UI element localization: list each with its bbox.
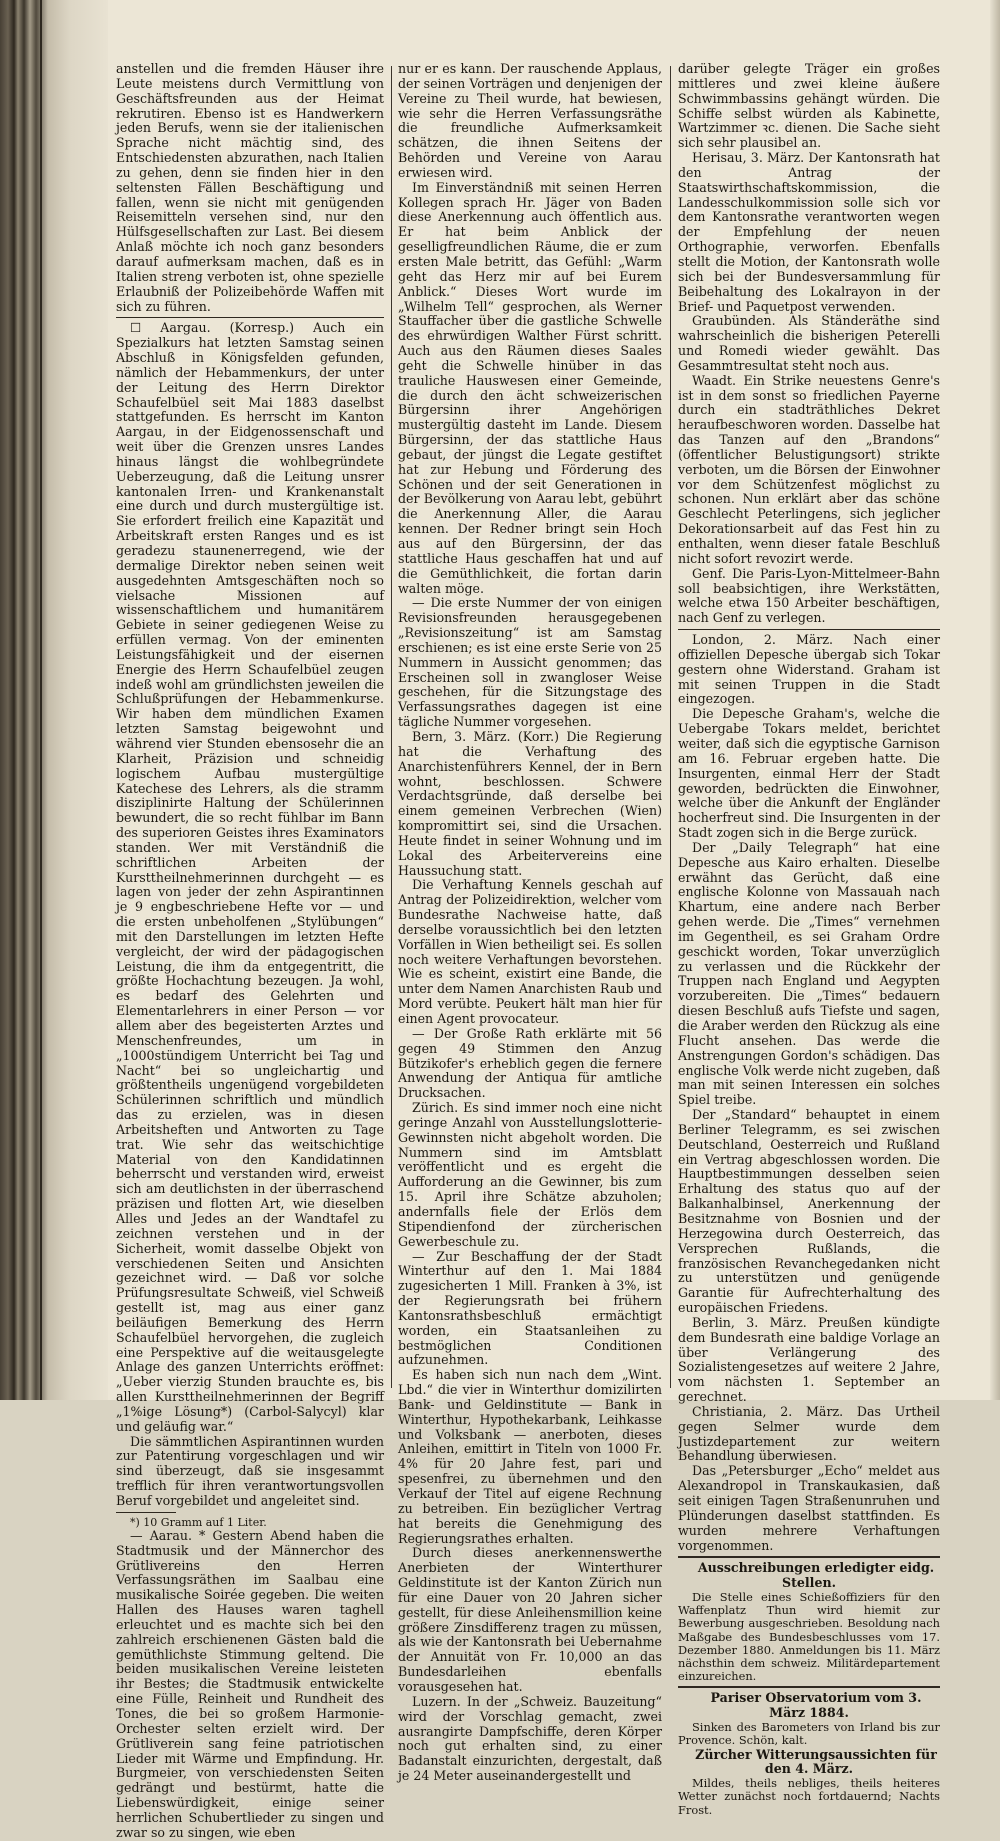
article-standard-treaty: Der „Standard“ behauptet in einem Berliner Telegramm, es sei zwischen Deutschland, Oesterreich und Rußland ein Vertrag abgeschlossen worden. Die Hauptbestimmungen desselben seien Erhaltung des status quo auf der Balkanhalbinsel, Anerkennung der Besitznahme von Bosnien und der Herzegowina durch Oesterreich, das Versprechen Rußlands, die französischen Revanchegedanken nicht zu unterstützen und genügende Garantie für Aufrechterhaltung des europäischen Friedens. <box>678 1107 940 1316</box>
article-bern-antiqua: — Der Große Rath erklärte mit 56 gegen 49 Stimmen den Anzug Bützikofer's erheblich gegen die fernere Anwendung der Antiqua für amtliche Drucksachen. <box>398 1025 662 1101</box>
article-luzern-badanstalt: Luzern. In der „Schweiz. Bauzeitung“ wird der Vorschlag gemacht, zwei ausrangirte Dampfschiffe, deren Körper noch gut erhalten sind, zu einer Badanstalt einzurichten, dergestalt, daß je 24 Meter auseinandergestellt und <box>398 1693 662 1784</box>
column-rule-left <box>391 66 392 1388</box>
article-aargau-hebammenkurs: ☐ Aargau. (Korresp.) Auch ein Spezialkurs hat letzten Samstag seinen Abschluß in Königsfelden gefunden, nämlich der Hebammenkurs, der unter der Leitung des Herrn Direktor Schaufelbüel seit Mai 1883 daselbst stattgefunden. Es herrscht im Kanton Aargau, in der Eidgenossenschaft und weit über die Grenzen unsres Landes hinaus längst die wohlbegründete Ueberzeugung, daß die Leitung unsrer kantonalen Irren- und Krankenanstalt eine durch und durch mustergültige ist. Sie erfordert freilich eine Kapazität und Arbeitskraft ersten Ranges und es ist geradezu staunenerregend, wie der dermalige Direktor neben seinen weit ausgedehnten Amtsgeschäften noch so vielsache Missionen auf wissenschaftlichem und humanitärem Gebiete in seiner gediegenen Weise zu erfüllen vermag. Von der eminenten Leistungsfähigkeit und der eisernen Energie des Herrn Schaufelbüel zeugen indeß wohl am gründlichsten jeweilen die Schlußprüfungen der Hebammenkurse. Wir haben dem mündlichen Examen letzten Samstag beigewohnt und während vier Stunden ebensosehr die an Klarheit, Präzision und schneidig logischem Aufbau mustergültige Katechese des Lehrers, als die stramm disziplinirte Haltung der Schülerinnen bewundert, die so recht fühlbar im Bann des superioren Geistes ihres Examinators standen. Wer mit Verständniß die schriftlichen Arbeiten der Kursttheilnehmerinnen durchgeht — es lagen von jeder der zehn Aspirantinnen je 9 engbeschriebene Hefte vor — und die ersten unbeholfenen „Stylübungen“ mit den Darstellungen im letzten Hefte vergleicht, der wird der pädagogischen Leistung, die ihm da entgegentritt, die größte Hochachtung bezeugen. Ja wohl, es bedarf des Gelehrten und Elementarlehrers in einer Person — vor allem aber des begeisterten Arztes und Menschenfreundes, um in „1000stündigem Unterricht bei Tag und Nacht“ bei so ungleichartig und größtentheils ungenügend vorgebildeten Schülerinnen schriftlich und mündlich das zu erzielen, was in diesen Arbeitsheften und Antworten zu Tage trat. Wie sehr das weitschichtige Material von den Kandidatinnen beherrscht und verstanden wird, erweist sich am deutlichsten in der überraschend präzisen und flotten Art, wie dieselben Alles und Jedes an der Wandtafel zu zeichnen verstehen und in der Sicherheit, womit dasselbe Objekt von verschiedenen Seiten und Ansichten gezeichnet wird. — Daß vor solche Prüfungsresultate Schweiß, viel Schweiß gestellt ist, mag aus einer ganz beiläufigen Bemerkung des Herrn Schaufelbüel hervorgehen, die zugleich eine Perspektive auf die weitausgelegte Anlage des ganzen Unterrichts eröffnet: „Ueber vierzig Stunden brauchte es, bis allen Kursttheilnehmerinnen der Begriff „1%ige Lösung*) (Carbol-Salycyl) klar und geläufig war.“ <box>116 320 384 1434</box>
footnote: *) 10 Gramm auf 1 Liter. <box>130 1515 267 1529</box>
article-daily-telegraph: Der „Daily Telegraph“ hat eine Depesche aus Kairo erhalten. Dieselbe erwähnt das Gerücht, daß eine englische Kolonne von Massauah nach Khartum, eine andere nach Berber gehen werde. Die „Times“ vernehmen im Gegentheil, es sei Graham Ordre geschickt worden, Tokar unverzüglich zu verlassen und die Rückkehr der Truppen nach England und Aegypten vorzubereiten. Die „Times“ bedauern diesen Beschluß aufs Tiefste und sagen, die Araber werden den Rückzug als eine Flucht ansehen. Das werde die Anstrengungen Gordon's schädigen. Das englische Volk werde nicht zugeben, daß man mit seinen Interessen ein solches Spiel treibe. <box>678 839 940 1108</box>
article-luzern-cont: darüber gelegte Träger ein großes mittleres und zwei kleine äußere Schwimmbassins gehängt würden. Die Schiffe selbst würden als Kabinette, Wartzimmer ꝛc. dienen. Die Sache sieht sich sehr plausibel an. <box>678 61 940 151</box>
notice-stellen-text: Die Stelle eines Schießoffiziers für den Waffenplatz Thun wird hiemit zur Bewerbung ausgeschrieben. Besoldung nach Maßgabe des Bundesbeschlusses vom 17. Dezember 1880. Anmeldungen bis 11. März nächsthin dem schweiz. Militärdepartement einzureichen. <box>678 1590 940 1684</box>
article-aarau-speech: Im Einverständniß mit seinen Herren Kollegen sprach Hr. Jäger von Baden diese Anerkennung auch öffentlich aus. Er hat beim Anblick der geselligfreundlichen Räume, die er zum ersten Male betritt, das Gefühl: „Warm geht das Herz mir auf bei Eurem Anblick.“ Dieses Wort wurde im „Wilhelm Tell“ gesprochen, als Werner Stauffacher über die gastliche Schwelle des ehrwürdigen Walther Fürst schritt. Auch aus den Räumen dieses Saales geht die Schwelle hinüber in das trauliche Hauswesen einer Gemeinde, die durch den ächt schweizerischen Bürgersinn ihrer Angehörigen mustergültig dasteht im Lande. Diesem Bürgersinn, der das stattliche Haus gebaut, der jüngst die Legate gestiftet hat zur Hebung und Förderung des Schönen und der seit Generationen in der Bevölkerung von Aarau lebt, gebührt die Anerkennung Aller, die Aarau kennen. Der Redner bringt sein Hoch aus auf den Bürgersinn, der das stattliche Haus geschaffen hat und auf die Gemüthlichkeit, die fortan darin walten möge. <box>398 179 662 596</box>
weather-zuerich-text: Mildes, theils nebliges, theils heiteres Wetter zunächst noch fortdauernd; Nachts Frost. <box>678 1776 940 1817</box>
article-aarau-soiree: — Aarau. * Gestern Abend haben die Stadtmusik und der Männerchor des Grütlivereins den Herren Verfassungsräthen im Saalbau eine musikalische Soirée gegeben. Die weiten Hallen des Hauses waren taghell erleuchtet und es machte sich bei den zahlreich erschienenen Gästen bald die gemüthlichste Stimmung geltend. Die beiden musikalischen Vereine leisteten ihr Bestes; die Stadtmusik entwickelte eine Fülle, Reinheit und Rundheit des Tones, die bei so großem Harmonie-Orchester selten erzielt wird. Der Grütliverein sang feine patriotischen Lieder mit Wärme und Empfindung. Hr. Burgmeier, von verschiedensten Seiten gedrängt und bestürmt, hatte die Liebenswürdigkeit, einige seiner herrlichen Schubertlieder zu singen und zwar so zu singen, wie eben <box>116 1527 384 1840</box>
weather-heading-paris: Pariser Observatorium vom 3. März 1884. <box>710 1690 922 1721</box>
notice-heading-stellen: Ausschreibungen erledigter eidg. Stellen. <box>697 1560 935 1591</box>
article-herisau: Herisau, 3. März. Der Kantonsrath hat den Antrag der Staatswirthschaftskommission, die Landesschulkommission solle sich vor dem Kantonsrathe verantworten wegen der Empfehlung der neuen Orthographie, verworfen. Ebenfalls stellt die Motion, der Kantonsrath wolle sich bei der Bundesversammlung für Beibehaltung des Lokalrayon in der Brief- und Paquetpost verwenden. <box>678 150 940 314</box>
column-right <box>678 61 940 1817</box>
article-bern-kennel: Bern, 3. März. (Korr.) Die Regierung hat die Verhaftung des Anarchistenführers Kennel, der in Bern wohnt, beschlossen. Schwere Verdachtsgründe, daß derselbe bei einem gemeinen Verbrechen (Wien) kompromittirt sei, sind die Ursachen. Heute findet in seiner Wohnung und im Lokal des Arbeitervereins eine Haussuchung statt. <box>398 728 662 878</box>
article-waadt-strike: Waadt. Ein Strike neuestens Genre's ist in dem sonst so friedlichen Payerne durch ein stadträthliches Dekret heraufbeschworen worden. Dasselbe hat das Tanzen auf den „Brandons“ (öffentlicher Belustigungsort) strikte verboten, um die Börsen der Einwohner vor dem Schützenfest möglichst zu schonen. Nun erklärt aber das schöne Geschlecht Peterlingens, sich jeglicher Dekorationsarbeit auf das Fest hin zu enthalten, wenn dieser fatale Beschluß nicht sofort revozirt werde. <box>678 372 940 566</box>
article-graubuenden: Graubünden. Als Ständeräthe sind wahrscheinlich die bisherigen Peterelli und Romedi wieder gewählt. Das Gesammtresultat steht noch aus. <box>678 313 940 373</box>
article-winterthur-cont: Durch dieses anerkennenswerthe Anerbieten der Winterthurer Geldinstitute ist der Kanton Zürich nun für eine Dauer von 20 Jahren sicher gestellt, für diese Anleihensmillion keine größere Zinsdifferenz tragen zu müssen, als wie der Kantonsrath bei Uebernahme der Annuität von Fr. 10,000 an das Bundesdarleihen ebenfalls vorausgesehen hat. <box>398 1545 662 1694</box>
notice-divider <box>678 1556 940 1558</box>
footnote-divider <box>116 1512 176 1513</box>
article-winterthur-banks: Es haben sich nun nach dem „Wint. Lbd.“ die vier in Winterthur domizilirten Bank- und Geldinstitute — Bank in Winterthur, Hypothekarbank, Leihkasse und Volksbank — anerboten, dieses Anleihen, emittirt in Titeln von 1000 Fr. 4% für 20 Jahre fest, pari und spesenfrei, zu übernehmen und den Verkauf der Titel auf eigene Rechnung zu betreiben. Ein bezüglicher Vertrag hat bereits die Genehmigung des Regierungsrathes erhalten. <box>398 1367 662 1546</box>
article-aarau-soiree-cont: nur er es kann. Der rauschende Applaus, der seinen Vorträgen und denjenigen der Vereine zu Theil wurde, hat bewiesen, wie sehr die Herren Verfassungsräthe die freundliche Aufmerksamkeit schätzen, die ihnen Seitens der Behörden und Vereine von Aarau erwiesen wird. <box>398 61 662 180</box>
article-genf: Genf. Die Paris-Lyon-Mittelmeer-Bahn soll beabsichtigen, ihre Werkstätten, welche etwa 150 Arbeiter beschäftigen, nach Genf zu verlegen. <box>678 565 940 626</box>
article-italy-workers: anstellen und die fremden Häuser ihre Leute meistens durch Vermittlung von Geschäftsfreunden aus der Heimat rekrutiren. Ebenso ist es Handwerkern jeden Berufs, wenn sie der italienischen Sprache nicht mächtig sind, des Entschiedensten abzurathen, nach Italien zu gehen, denn sie finden hier in den seltensten Fällen Beschäftigung und fallen, wenn sie nicht mit genügenden Reisemitteln versehen sind, nur den Hülfsgesellschaften zur Last. Bei diesem Anlaß möchte ich noch ganz besonders darauf aufmerksam machen, daß es in Italien streng verboten ist, ohne spezielle Erlaubniß der Polizeibehörde Waffen mit sich zu führen. <box>116 61 384 314</box>
column-left <box>116 61 384 1840</box>
article-berlin: Berlin, 3. März. Preußen kündigte dem Bundesrath eine baldige Vorlage an über Verlängerung des Sozialistengesetzes auf weitere 2 Jahre, vom nächsten 1. September an gerechnet. <box>678 1314 940 1405</box>
article-revisionszeitung: — Die erste Nummer der von einigen Revisionsfreunden herausgegebenen „Revisionszeitung“ ist am Samstag erschienen; es ist eine erste Serie von 25 Nummern in Aussicht genommen; das Erscheinen soll in zwangloser Weise geschehen, für die Sitzungstage des Verfassungsrathes dagegen ist eine tägliche Nummer vorgesehen. <box>398 595 662 730</box>
weather-paris-text: Sinken des Barometers von Irland bis zur Provence. Schön, kalt. <box>678 1720 940 1748</box>
section-divider-foreign <box>678 629 940 630</box>
weather-heading-zuerich: Zürcher Witterungsaussichten für den 4. März. <box>695 1746 937 1777</box>
article-bern-kennel-cont: Die Verhaftung Kennels geschah auf Antrag der Polizeidirektion, welcher vom Bundesrathe Nachweise hatte, daß derselbe voraussichtlich bei den letzten Vorfällen in Wien betheiligt sei. Es sollen noch weitere Verhaftungen bevorstehen. Wie es scheint, existirt eine Bande, die unter dem Namen Anarchisten Raub und Mord verübte. Peukert hält man hier für einen Agent provocateur. <box>398 877 662 1026</box>
article-christiania: Christiania, 2. März. Das Urtheil gegen Selmer wurde dem Justizdepartement zur weitern Behandlung überwiesen. <box>678 1403 940 1464</box>
column-rule-right <box>670 66 671 1388</box>
article-zuerich-lotterie: Zürich. Es sind immer noch eine nicht geringe Anzahl von Ausstellungslotterie-Gewinnsten nicht abgeholt worden. Die Nummern sind im Amtsblatt veröffentlicht und es ergeht die Aufforderung an die Gewinner, bis zum 15. April ihre Schätze abzuholen; andernfalls fiele der Erlös dem Stipendienfond der zürcherischen Gewerbeschule zu. <box>398 1100 662 1249</box>
page-right-edge <box>990 0 1000 1400</box>
article-divider <box>116 317 384 318</box>
article-london-graham: Die Depesche Graham's, welche die Uebergabe Tokars meldet, berichtet weiter, daß sich die egyptische Garnison am 16. Februar ergeben hatte. Die Insurgenten, einmal Herr der Stadt geworden, bedrückten die Einwohner, welche über die Ankunft der Engländer hocherfreut sind. Die Insurgenten in der Stadt zogen sich in die Berge zurück. <box>678 706 940 841</box>
column-middle <box>398 61 662 1784</box>
article-petersburg-echo: Das „Petersburger „Echo“ meldet aus Alexandropol in Transkaukasien, daß seit einigen Tagen Straßenunruhen und Plünderungen daselbst stattfinden. Es wurden mehrere Verhaftungen vorgenommen. <box>678 1463 940 1553</box>
book-binding-edge <box>0 0 108 1400</box>
article-aargau-aspirantinnen: Die sämmtlichen Aspirantinnen wurden zur Patentirung vorgeschlagen und wir sind überzeugt, daß sie insgesammt trefflich für ihren verantwortungsvollen Beruf vorgebildet und angeleitet sind. <box>116 1433 384 1508</box>
article-london-tokar: London, 2. März. Nach einer offiziellen Depesche übergab sich Tokar gestern ohne Widerstand. Graham ist mit seinen Truppen in die Stadt eingezogen. <box>678 632 940 707</box>
article-winterthur-anleihen: — Zur Beschaffung der der Stadt Winterthur auf den 1. Mai 1884 zugesicherten 1 Mill. Franken à 3%, ist der Regierungsrath bei frühern Kantonsrathsbeschluß ermächtigt worden, ein Staatsanleihen zu bestmöglichen Conditionen aufzunehmen. <box>398 1248 662 1368</box>
notice-divider-2 <box>678 1686 940 1688</box>
